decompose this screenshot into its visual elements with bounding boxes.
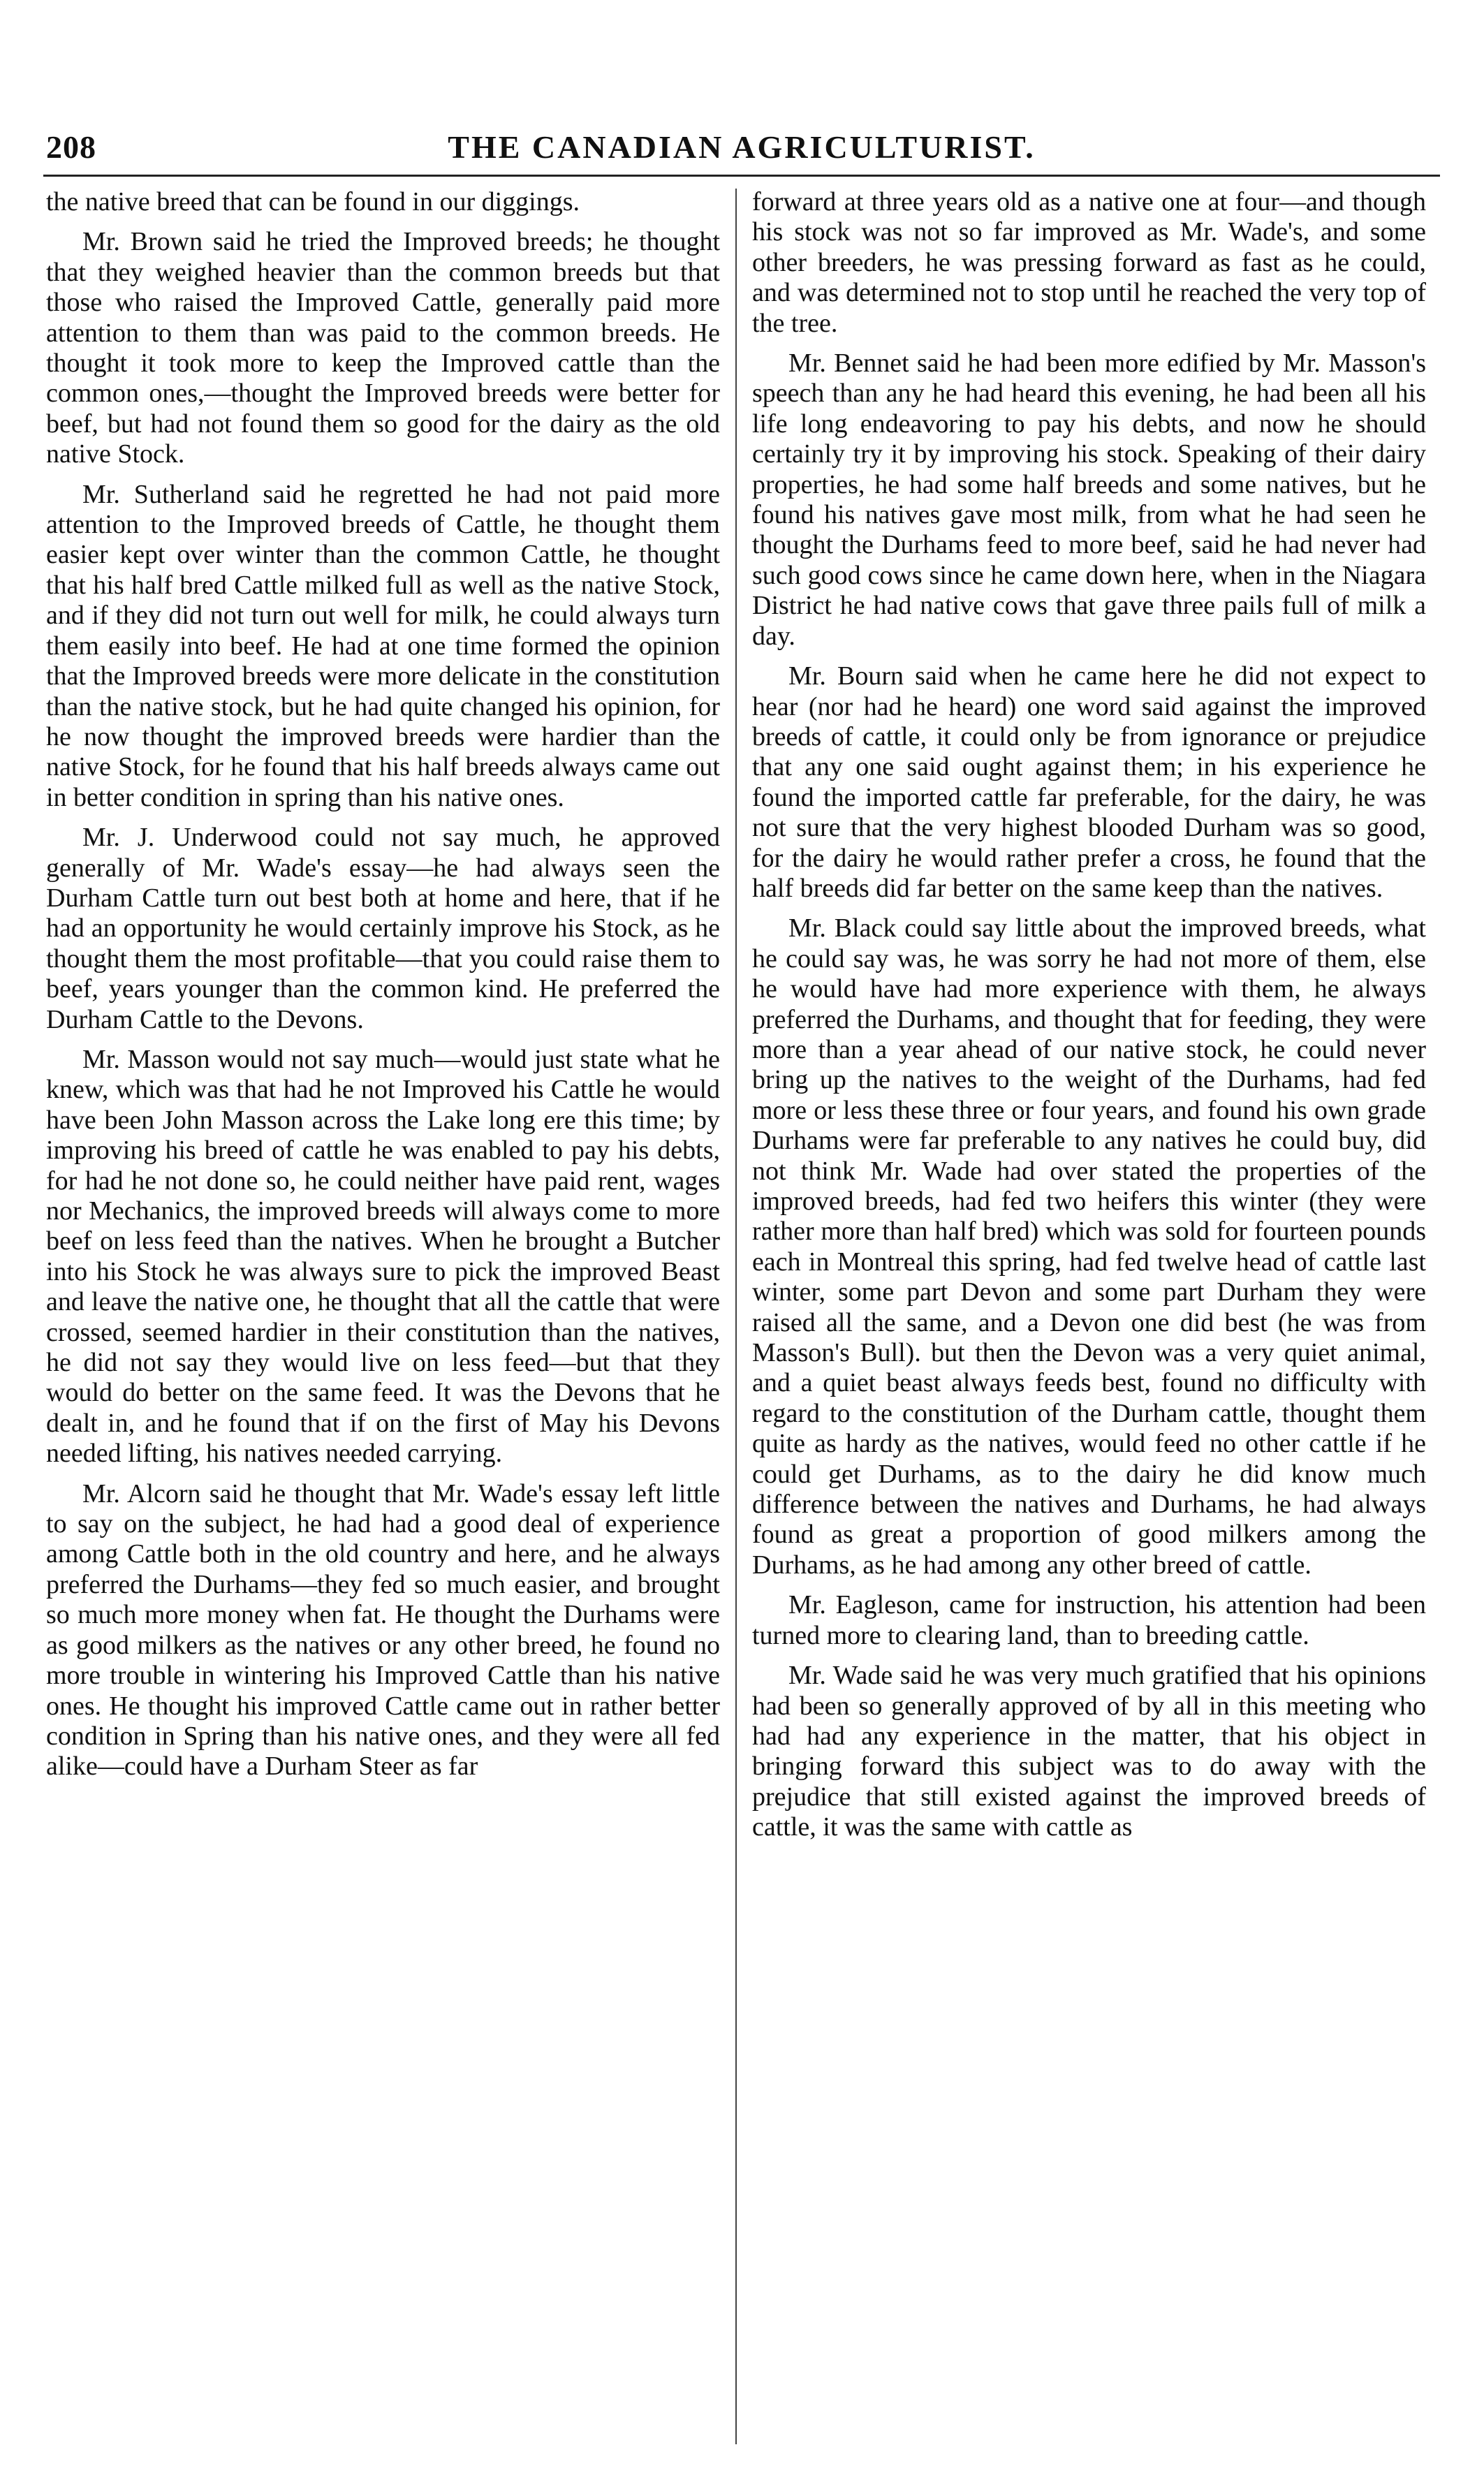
paragraph: Mr. Masson would not say much—would just state what he knew, which was that had he not Improved his Cattle he would have been John Masson across the Lake long ere this time; by improving his breed of cattle he was enabled to pay his debts, for had he not done so, he could neither have paid rent, wages nor Mechanics, the improved breeds will always come to more beef on less feed than the natives. When he brought a Butcher into his Stock he was always sure to pick the improved Beast and leave the native one, he thought that all the cattle that were crossed, seemed hardier in their constitution than the natives, he did not say they would live on less feed—but that they would do better on the same feed. It was the Devons that he dealt in, and he found that if on the first of May his Devons needed lifting, his natives needed carrying. xyxy=(46,1044,720,1469)
paragraph: Mr. J. Underwood could not say much, he approved generally of Mr. Wade's essay—he had always seen the Durham Cattle turn out best both at home and here, that if he had an opportunity he would certainly improve his Stock, as he thought them the most profitable—that you could raise them to beef, years younger than the common kind. He preferred the Durham Cattle to the Devons. xyxy=(46,823,720,1034)
header-rule xyxy=(43,175,1440,177)
paragraph: Mr. Bennet said he had been more edified by Mr. Masson's speech than any he had heard this evening, he had been all his life long endeavoring to pay his debts, and now he should certainly try it by improving his stock. Speaking of their dairy properties, he had some half breeds and some natives, but he found his natives gave most milk, from what he had seen he thought the Durhams feed to more beef, said he had never had such good cows since he came down here, when in the Niagara District he had native cows that gave three pails full of milk a day. xyxy=(752,348,1426,651)
paragraph: Mr. Wade said he was very much gratified that his opinions had been so generally approved of by all in this meeting who had had any experience in the matter, that his object in bringing forward this subject was to do away with the prejudice that still existed against the improved breeds of cattle, it was the same with cattle as xyxy=(752,1661,1426,1842)
page-number: 208 xyxy=(46,129,96,165)
running-title: THE CANADIAN AGRICULTURIST. xyxy=(448,129,1036,165)
paragraph: Mr. Sutherland said he regretted he had not paid more attention to the Improved breeds of Cattle, he thought them easier kept over winter than the common Cattle, he thought that his half bred Cattle milked full as well as the native Stock, and if they did not turn out well for milk, he could always turn them easily into beef. He had at one time formed the opinion that the Improved breeds were more delicate in the constitution than the native stock, but he had quite changed his opinion, for he now thought the improved breeds were hardier than the native Stock, for he found that his half breeds always came out in better condition in spring than his native ones. xyxy=(46,479,720,812)
paragraph: forward at three years old as a native one at four—and though his stock was not so far improved as Mr. Wade's, and some other breeders, he was pressing forward as fast as he could, and was determined not to stop until he reached the very top of the tree. xyxy=(752,187,1426,338)
page-header xyxy=(43,126,1440,170)
paragraph: Mr. Black could say little about the improved breeds, what he could say was, he was sorry he had not more of them, else he would have had more experience with them, he always preferred the Durhams, and thought that for feeding, they were more than a year ahead of our native stock, he could never bring up the natives to the weight of the Durhams, had fed more or less these three or four years, and found his own grade Durhams were far preferable to any natives he could buy, did not think Mr. Wade had over stated the properties of the improved breeds, had fed two heifers this winter (they were rather more than half bred) which was sold for fourteen pounds each in Montreal this spring, had fed twelve head of cattle last winter, some part Devon and some part Durham they were raised all the same, and a Devon one did best (he was from Masson's Bull). but then the Devon was a very quiet animal, and a quiet beast always feeds best, found no difficulty with regard to the constitution of the Durham cattle, thought them quite as hardy as the natives, would feed no other cattle if he could get Durhams, as to the dairy he did know much difference between the natives and Durhams, he had always found as great a proportion of good milkers among the Durhams, as he had among any other breed of cattle. xyxy=(752,913,1426,1580)
column-divider xyxy=(735,189,737,2444)
right-column xyxy=(752,187,1426,2443)
paragraph: Mr. Eagleson, came for instruction, his attention had been turned more to clearing land, than to breeding cattle. xyxy=(752,1590,1426,1650)
paragraph: Mr. Alcorn said he thought that Mr. Wade's essay left little to say on the subject, he had had a good deal of experience among Cattle both in the old country and here, and he always preferred the Durhams—they fed so much easier, and brought so much more money when fat. He thought the Durhams were as good milkers as the natives or any other breed, he found no more trouble in wintering his Improved Cattle than his native ones. He thought his improved Cattle came out in rather better condition in Spring than his native ones, and they were all fed alike—could have a Durham Steer as far xyxy=(46,1478,720,1782)
left-column xyxy=(46,187,720,2443)
paragraph: the native breed that can be found in our diggings. xyxy=(46,187,580,216)
paragraph: Mr. Brown said he tried the Improved breeds; he thought that they weighed heavier than the common breeds but that those who raised the Improved Cattle, generally paid more attention to them than was paid to the common breeds. He thought it took more to keep the Improved cattle than the common ones,—thought the Improved breeds were better for beef, but had not found them so good for the dairy as the old native Stock. xyxy=(46,227,720,469)
paragraph: Mr. Bourn said when he came here he did not expect to hear (nor had he heard) one word said against the improved breeds of cattle, it could only be from ignorance or prejudice that any one said ought against them; in his experience he found the imported cattle far preferable, for the dairy, he was not sure that the very highest blooded Durham was so good, for the dairy he would rather prefer a cross, he found that the half breeds did far better on the same keep than the natives. xyxy=(752,661,1426,903)
